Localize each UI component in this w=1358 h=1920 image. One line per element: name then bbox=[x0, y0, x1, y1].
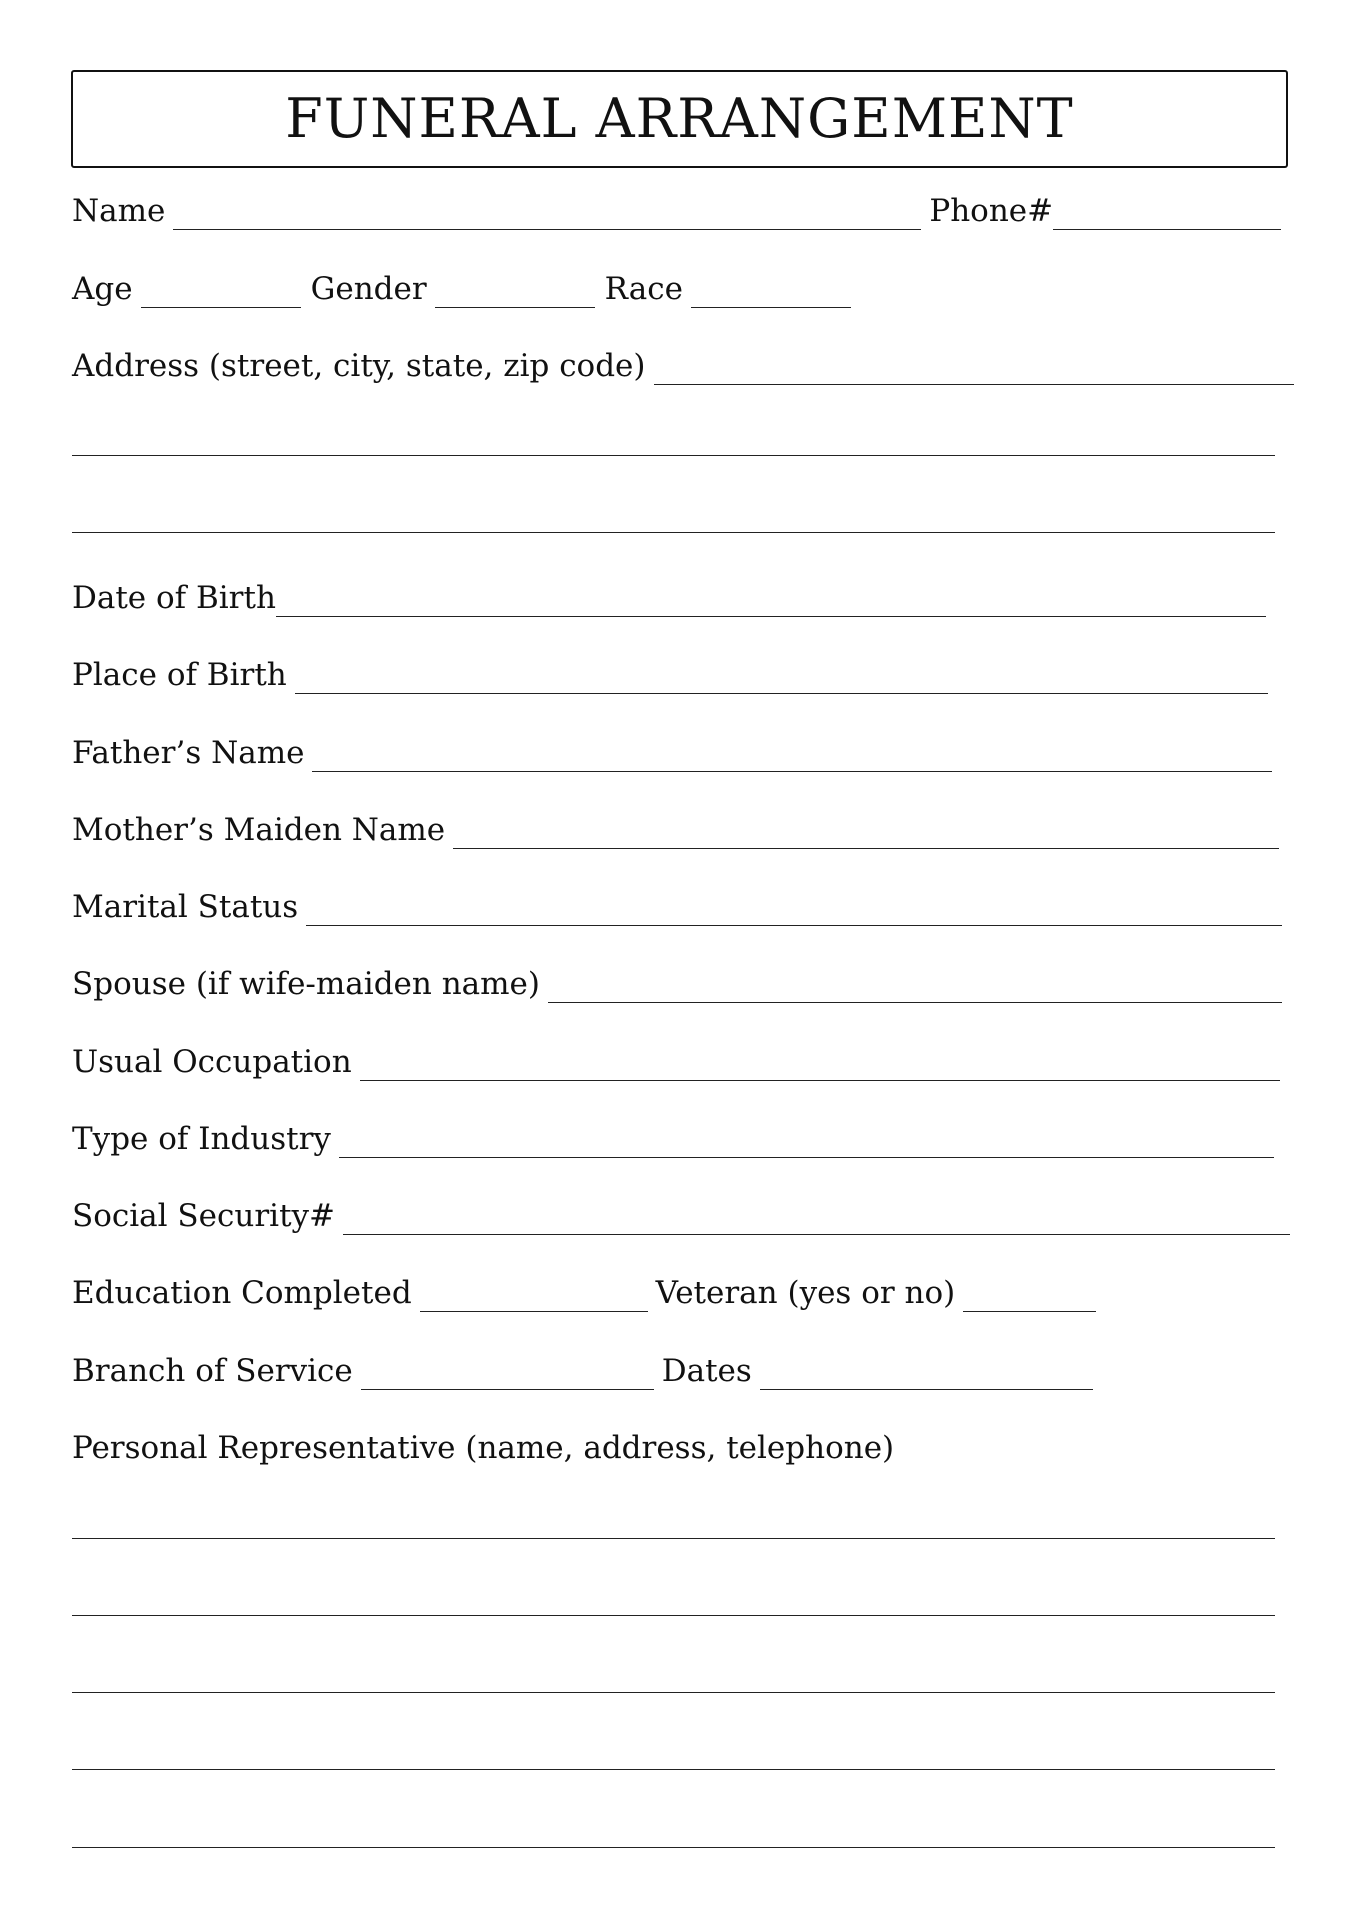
place-of-birth-label: Place of Birth bbox=[72, 657, 287, 693]
usual-occupation-label: Usual Occupation bbox=[72, 1044, 352, 1080]
personal-representative-line-2[interactable] bbox=[72, 1615, 1275, 1616]
usual-occupation-field[interactable] bbox=[360, 1044, 1280, 1081]
row-address bbox=[72, 341, 1294, 385]
row-personal-representative bbox=[72, 1423, 894, 1467]
marital-status-label: Marital Status bbox=[72, 889, 299, 925]
row-fathers-name bbox=[72, 728, 1272, 772]
row-branch-dates bbox=[72, 1346, 1093, 1390]
age-field[interactable] bbox=[141, 271, 301, 308]
race-label: Race bbox=[604, 271, 683, 307]
row-name-phone bbox=[72, 186, 1281, 230]
row-age-gender-race bbox=[72, 264, 851, 308]
gender-field[interactable] bbox=[435, 271, 595, 308]
spouse-label: Spouse (if wife-maiden name) bbox=[72, 966, 540, 1002]
veteran-label: Veteran (yes or no) bbox=[655, 1275, 956, 1311]
mothers-maiden-name-label: Mother’s Maiden Name bbox=[72, 812, 446, 848]
title-box bbox=[71, 70, 1288, 168]
spouse-field[interactable] bbox=[548, 966, 1282, 1003]
row-marital-status bbox=[72, 882, 1282, 926]
row-usual-occupation bbox=[72, 1037, 1280, 1081]
fathers-name-label: Father’s Name bbox=[72, 735, 305, 771]
branch-of-service-field[interactable] bbox=[361, 1353, 654, 1390]
name-label: Name bbox=[72, 193, 166, 229]
veteran-field[interactable] bbox=[963, 1275, 1096, 1312]
address-line-2[interactable] bbox=[72, 455, 1275, 456]
personal-representative-line-1[interactable] bbox=[72, 1538, 1275, 1539]
marital-status-field[interactable] bbox=[306, 889, 1282, 926]
personal-representative-line-3[interactable] bbox=[72, 1692, 1275, 1693]
row-place-of-birth bbox=[72, 650, 1268, 694]
row-education-veteran bbox=[72, 1268, 1096, 1312]
row-mothers-maiden-name bbox=[72, 805, 1279, 849]
phone-field[interactable] bbox=[1053, 193, 1281, 230]
row-social-security bbox=[72, 1191, 1290, 1235]
row-type-of-industry bbox=[72, 1114, 1274, 1158]
fathers-name-field[interactable] bbox=[312, 735, 1272, 772]
gender-label: Gender bbox=[310, 271, 427, 307]
type-of-industry-field[interactable] bbox=[339, 1121, 1274, 1158]
personal-representative-line-4[interactable] bbox=[72, 1769, 1275, 1770]
dates-field[interactable] bbox=[760, 1353, 1093, 1390]
branch-of-service-label: Branch of Service bbox=[72, 1353, 353, 1389]
social-security-field[interactable] bbox=[343, 1198, 1290, 1235]
row-date-of-birth bbox=[72, 573, 1266, 617]
phone-label: Phone# bbox=[929, 193, 1054, 229]
mothers-maiden-name-field[interactable] bbox=[453, 812, 1279, 849]
row-spouse bbox=[72, 959, 1282, 1003]
address-line-3[interactable] bbox=[72, 532, 1275, 533]
education-completed-label: Education Completed bbox=[72, 1275, 412, 1311]
address-label: Address (street, city, state, zip code) bbox=[72, 348, 646, 384]
race-field[interactable] bbox=[691, 271, 851, 308]
page-title: FUNERAL ARRANGEMENT bbox=[285, 87, 1074, 150]
address-field[interactable] bbox=[654, 348, 1294, 385]
education-completed-field[interactable] bbox=[420, 1275, 648, 1312]
social-security-label: Social Security# bbox=[72, 1198, 336, 1234]
date-of-birth-label: Date of Birth bbox=[72, 580, 276, 616]
type-of-industry-label: Type of Industry bbox=[72, 1121, 331, 1157]
dates-label: Dates bbox=[661, 1353, 752, 1389]
personal-representative-label: Personal Representative (name, address, telephone) bbox=[72, 1430, 895, 1466]
place-of-birth-field[interactable] bbox=[295, 657, 1268, 694]
date-of-birth-field[interactable] bbox=[276, 580, 1266, 617]
personal-representative-line-5[interactable] bbox=[72, 1847, 1275, 1848]
age-label: Age bbox=[72, 271, 133, 307]
name-field[interactable] bbox=[173, 193, 921, 230]
